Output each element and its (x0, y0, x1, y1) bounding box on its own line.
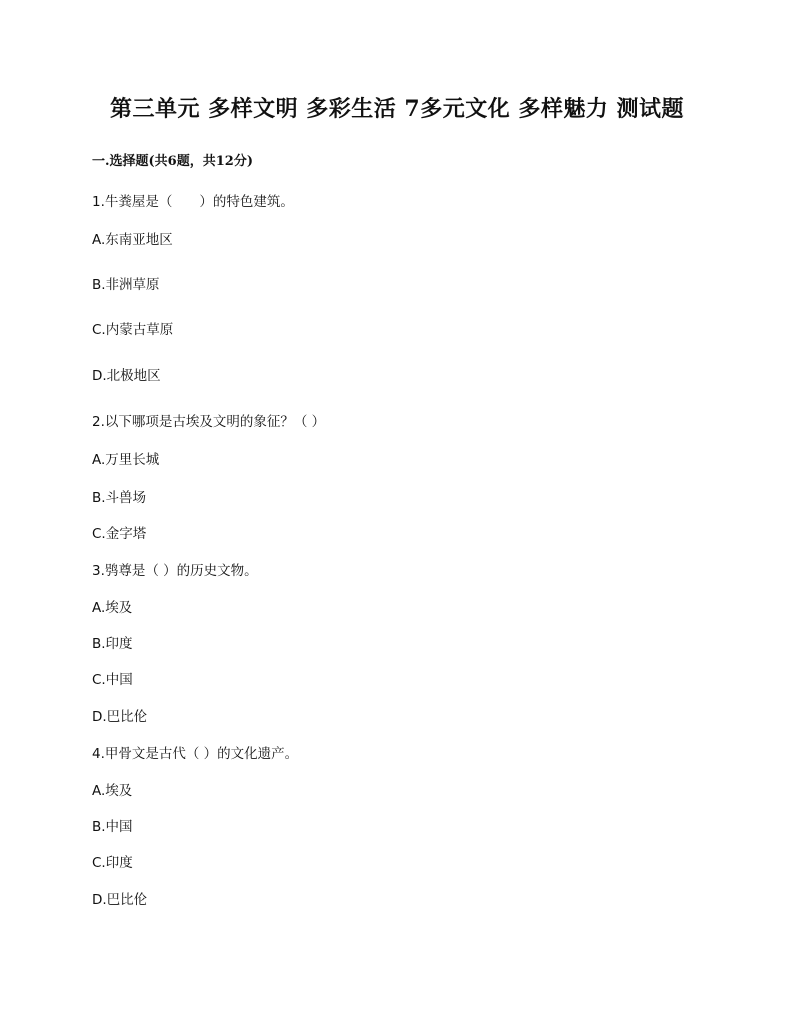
question-2-stem: 2.以下哪项是古埃及文明的象征？（ ） (92, 414, 326, 430)
question-3-stem: 3.鸮尊是（ ）的历史文物。 (92, 563, 258, 579)
question-4-option-b: B.中国 (92, 819, 133, 835)
question-4-option-d: D.巴比伦 (92, 892, 148, 908)
question-3-option-d: D.巴比伦 (92, 709, 148, 725)
question-3-option-a: A.埃及 (92, 600, 133, 616)
question-1-option-c: C.内蒙古草原 (92, 322, 174, 338)
page-title: 第三单元 多样文明 多彩生活 7多元文化 多样魅力 测试题 (109, 96, 685, 122)
question-4-option-c: C.印度 (92, 855, 133, 871)
question-1-option-b: B.非洲草原 (92, 277, 160, 293)
question-1-stem: 1.牛粪屋是（ ）的特色建筑。 (92, 194, 294, 210)
question-3-option-c: C.中国 (92, 672, 133, 688)
question-2-option-b: B.斗兽场 (92, 490, 147, 506)
question-4-stem: 4.甲骨文是古代（ ）的文化遗产。 (92, 746, 299, 762)
question-2-option-a: A.万里长城 (92, 452, 160, 468)
section-heading: 一.选择题(共6题，共12分) (92, 154, 253, 169)
question-4-option-a: A.埃及 (92, 783, 133, 799)
question-1-option-d: D.北极地区 (92, 368, 161, 384)
question-2-option-c: C.金字塔 (92, 526, 147, 542)
question-1-option-a: A.东南亚地区 (92, 232, 173, 248)
question-3-option-b: B.印度 (92, 636, 133, 652)
